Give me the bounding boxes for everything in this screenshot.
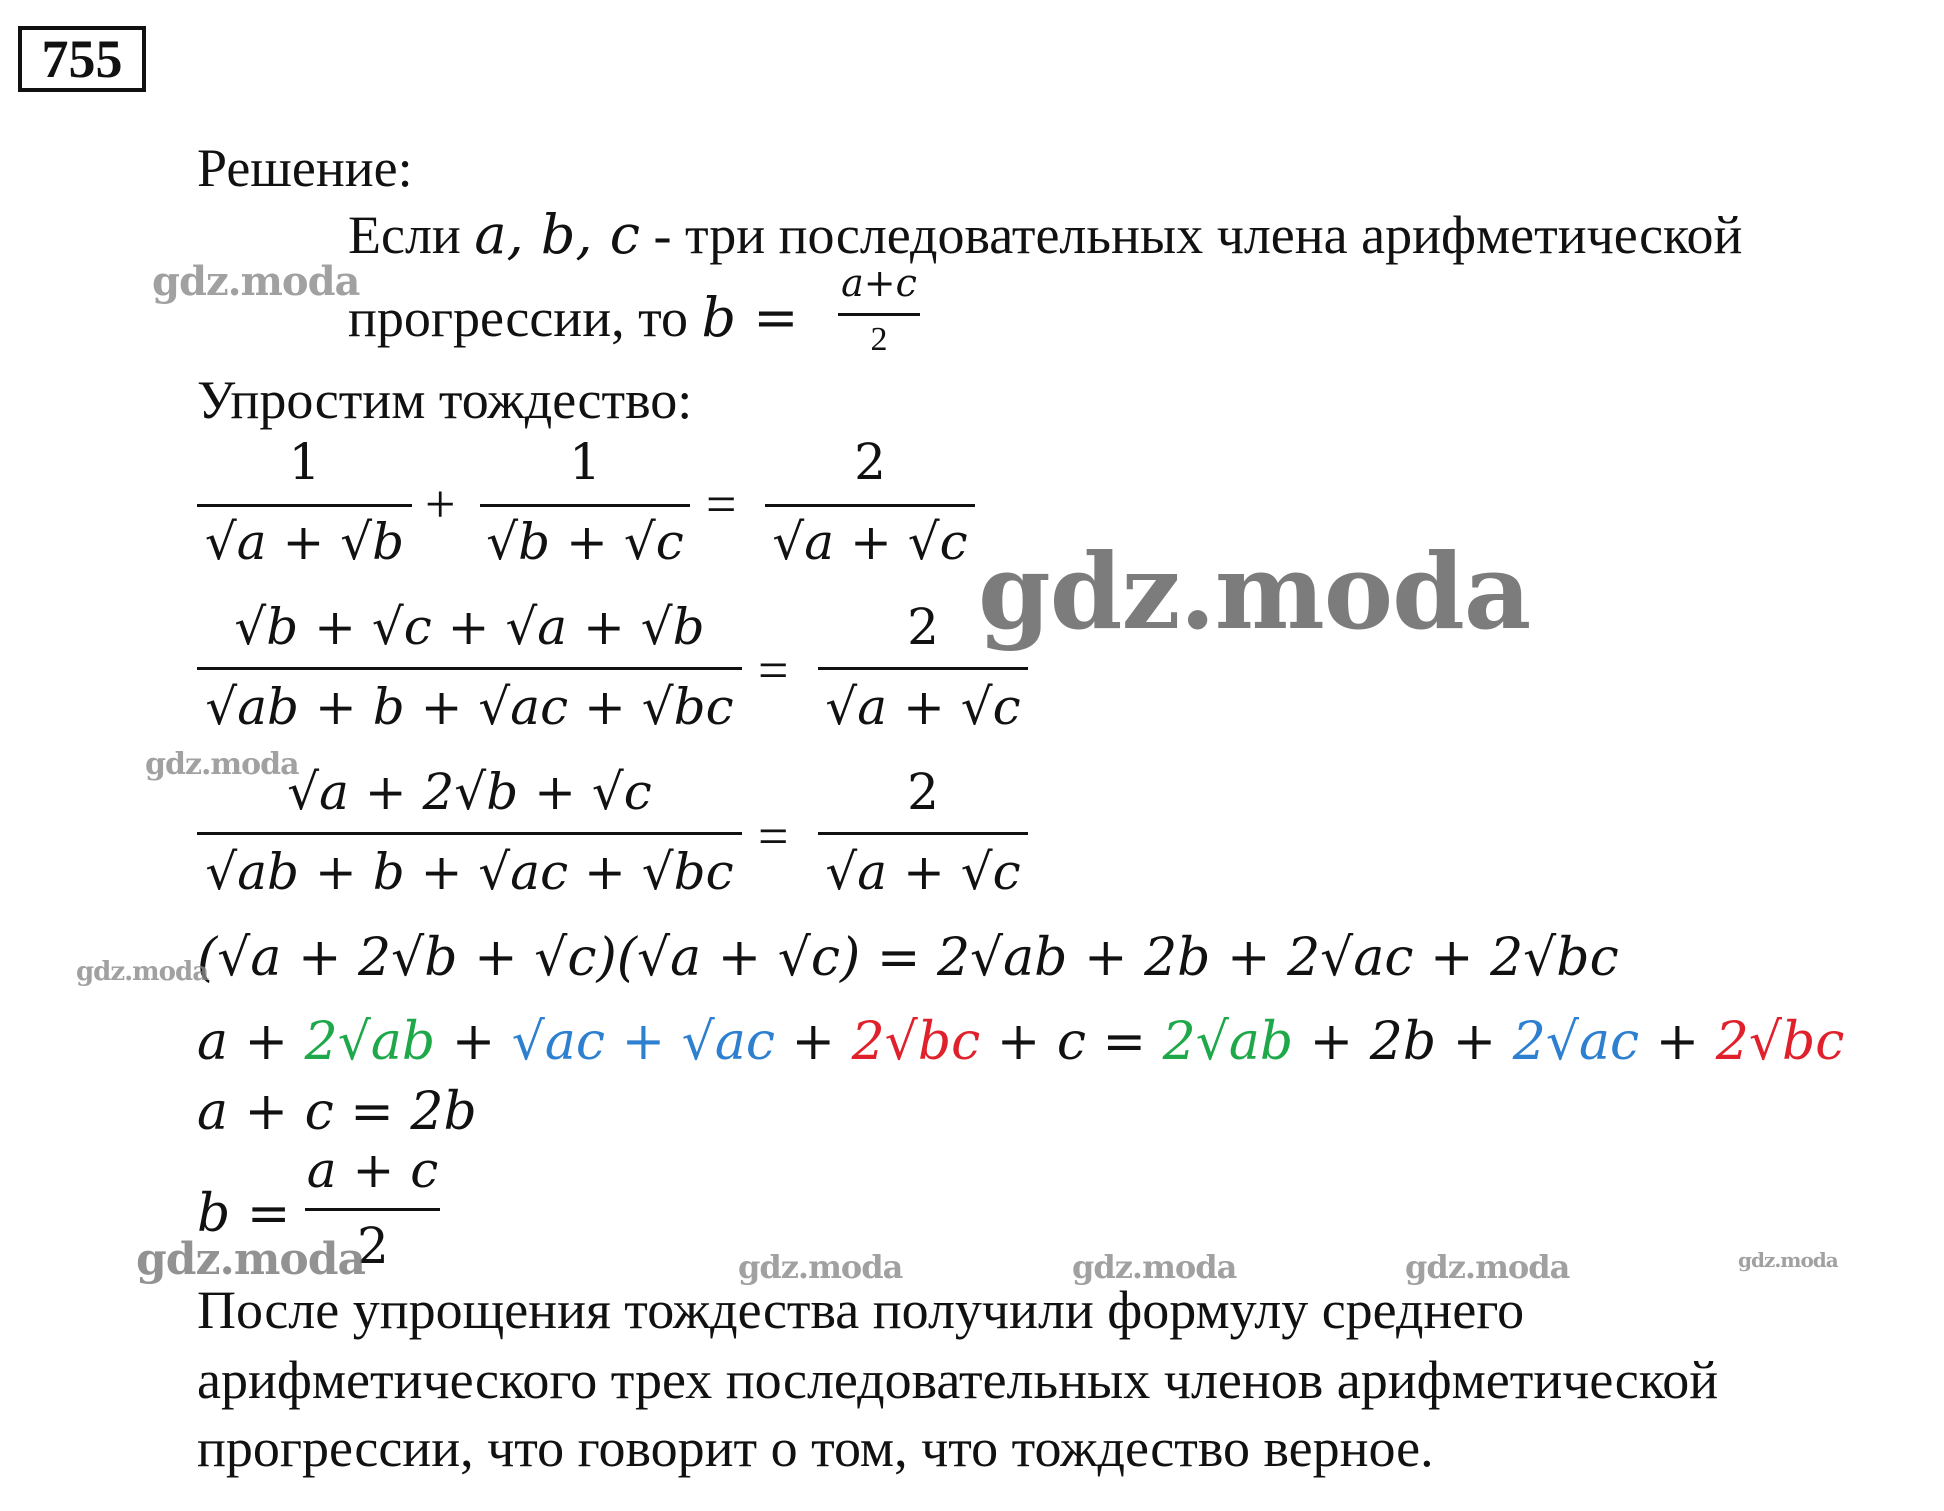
intro-vars: a, b, c [474,203,640,266]
watermark: gdz.moda [1738,1248,1838,1272]
eq5-t5: + [791,1012,836,1072]
intro-line-2-prefix: прогрессии, то [348,288,688,348]
eq1-num-3: 2 [854,433,886,491]
eq1-den-3: √a + √c [772,513,968,571]
simplify-heading: Упростим тождество: [197,370,693,430]
eq2-bar-right [818,667,1028,670]
eq1-bar-2 [480,504,690,507]
eq5-t2: 2√ab [304,1012,436,1072]
watermark: gdz.moda [76,957,209,987]
eq7-num: a + c [306,1141,439,1199]
conclusion-line-3: прогрессии, что говорит о том, что тождество верное. [197,1418,1434,1478]
eq5-t12: 2√bc [1715,1012,1845,1072]
eq1-bar-1 [197,504,412,507]
eq1-frac-3 [765,432,975,582]
intro-fraction-bar [838,313,920,316]
eq3-rden: √a + √c [825,843,1021,901]
eq2-den: √ab + b + √ac + √bc [205,678,734,736]
intro-line-1 [348,205,1742,265]
eq1-den-2: √b + √c [486,513,684,571]
eq3-num: √a + 2√b + √c [287,763,652,821]
eq2-bar-left [197,667,742,670]
eq1-equals: = [706,474,737,534]
eq1-num-1: 1 [288,433,321,491]
eq4: (√a + 2√b + √c)(√a + √c) = 2√ab + 2b + 2√ac + 2√bc [197,928,1619,988]
eq5-t1: a + [197,1012,289,1072]
eq5-t10: 2√ac [1512,1012,1640,1072]
watermark: gdz.moda [738,1248,903,1286]
watermark: gdz.moda [1072,1248,1237,1286]
eq2-rden: √a + √c [825,678,1021,736]
eq1-frac-1 [197,432,412,582]
intro-fraction [838,262,920,372]
intro-fraction-num: a+c [841,261,917,305]
intro-line-1-prefix: Если [348,205,461,265]
eq3-frac-left [197,762,742,912]
eq6: a + c = 2b [197,1082,477,1142]
eq5-t8: 2√ab [1162,1012,1294,1072]
eq5-t6: 2√bc [851,1012,981,1072]
eq2-frac-left [197,597,742,747]
eq3-bar-right [818,832,1028,835]
eq3-equals: = [758,806,789,866]
eq2-rnum: 2 [907,598,939,656]
eq3-frac-right [818,762,1028,912]
eq3-bar-left [197,832,742,835]
eq5 [197,1014,1844,1070]
problem-number: 755 [18,26,146,92]
eq3-rnum: 2 [907,763,939,821]
watermark-large: gdz.moda [978,530,1531,653]
eq1-num-2: 1 [569,433,601,491]
watermark: gdz.moda [1405,1248,1570,1286]
eq7-den: 2 [357,1217,389,1275]
eq7-bar [305,1208,440,1211]
eq5-t11: + [1655,1012,1700,1072]
watermark: gdz.moda [145,747,299,782]
intro-formula-lhs: b = [701,286,799,349]
eq5-t9: + 2b + [1309,1012,1497,1072]
eq1-den-1: √a + √b [204,513,405,571]
intro-line-1-suffix: - три последовательных члена арифметической [653,205,1743,265]
eq5-t7: + c = [996,1012,1147,1072]
intro-line-2 [348,288,798,348]
intro-fraction-den: 2 [870,321,888,358]
conclusion-line-1: После упрощения тождества получили формулу среднего [197,1280,1525,1340]
eq7-lhs: b = [197,1184,291,1244]
eq2-equals: = [758,640,789,700]
eq1-frac-2 [480,432,690,582]
eq5-t4: √ac + √ac [511,1012,775,1072]
eq5-t3: + [451,1012,496,1072]
eq2-num: √b + √c + √a + √b [234,598,705,656]
watermark: gdz.moda [152,258,360,305]
conclusion-line-2: арифметического трех последовательных членов арифметической [197,1350,1719,1410]
solution-heading: Решение: [197,138,413,198]
eq3-den: √ab + b + √ac + √bc [205,843,734,901]
eq1-plus: + [425,474,456,534]
watermark: gdz.moda [136,1234,366,1285]
eq1-bar-3 [765,504,975,507]
